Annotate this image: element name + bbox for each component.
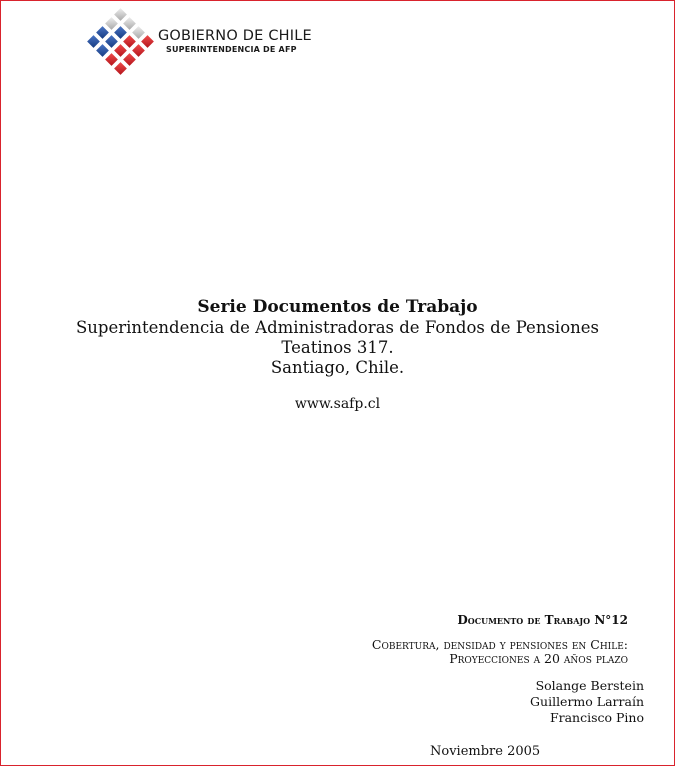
institution-name: Superintendencia de Administradoras de Fondos de Pensiones	[75, 318, 599, 337]
document-title-line1: Cobertura, densidad y pensiones en Chile:	[371, 637, 628, 652]
series-title: Serie Documentos de Trabajo	[197, 297, 478, 317]
publication-date: Noviembre 2005	[430, 744, 541, 759]
logo-title: GOBIERNO DE CHILE	[158, 28, 312, 44]
document-title-line2: Proyecciones a 20 años plazo	[449, 651, 628, 666]
address-street: Teatinos 317.	[281, 338, 394, 357]
author-list	[244, 678, 644, 726]
header-block	[0, 296, 675, 413]
author-name: Solange Berstein	[535, 678, 644, 693]
document-info	[244, 612, 644, 726]
logo-subtitle: SUPERINTENDENCIA DE AFP	[166, 45, 297, 54]
document-label: Documento de Trabajo N°12	[457, 613, 628, 627]
author-name: Francisco Pino	[549, 710, 644, 725]
website-link[interactable]: www.safp.cl	[294, 396, 381, 412]
address-city: Santiago, Chile.	[270, 358, 405, 377]
author-name: Guillermo Larraín	[530, 694, 644, 709]
document-title	[244, 638, 628, 666]
gobierno-logo	[86, 8, 326, 78]
chile-emblem-icon	[86, 8, 158, 78]
